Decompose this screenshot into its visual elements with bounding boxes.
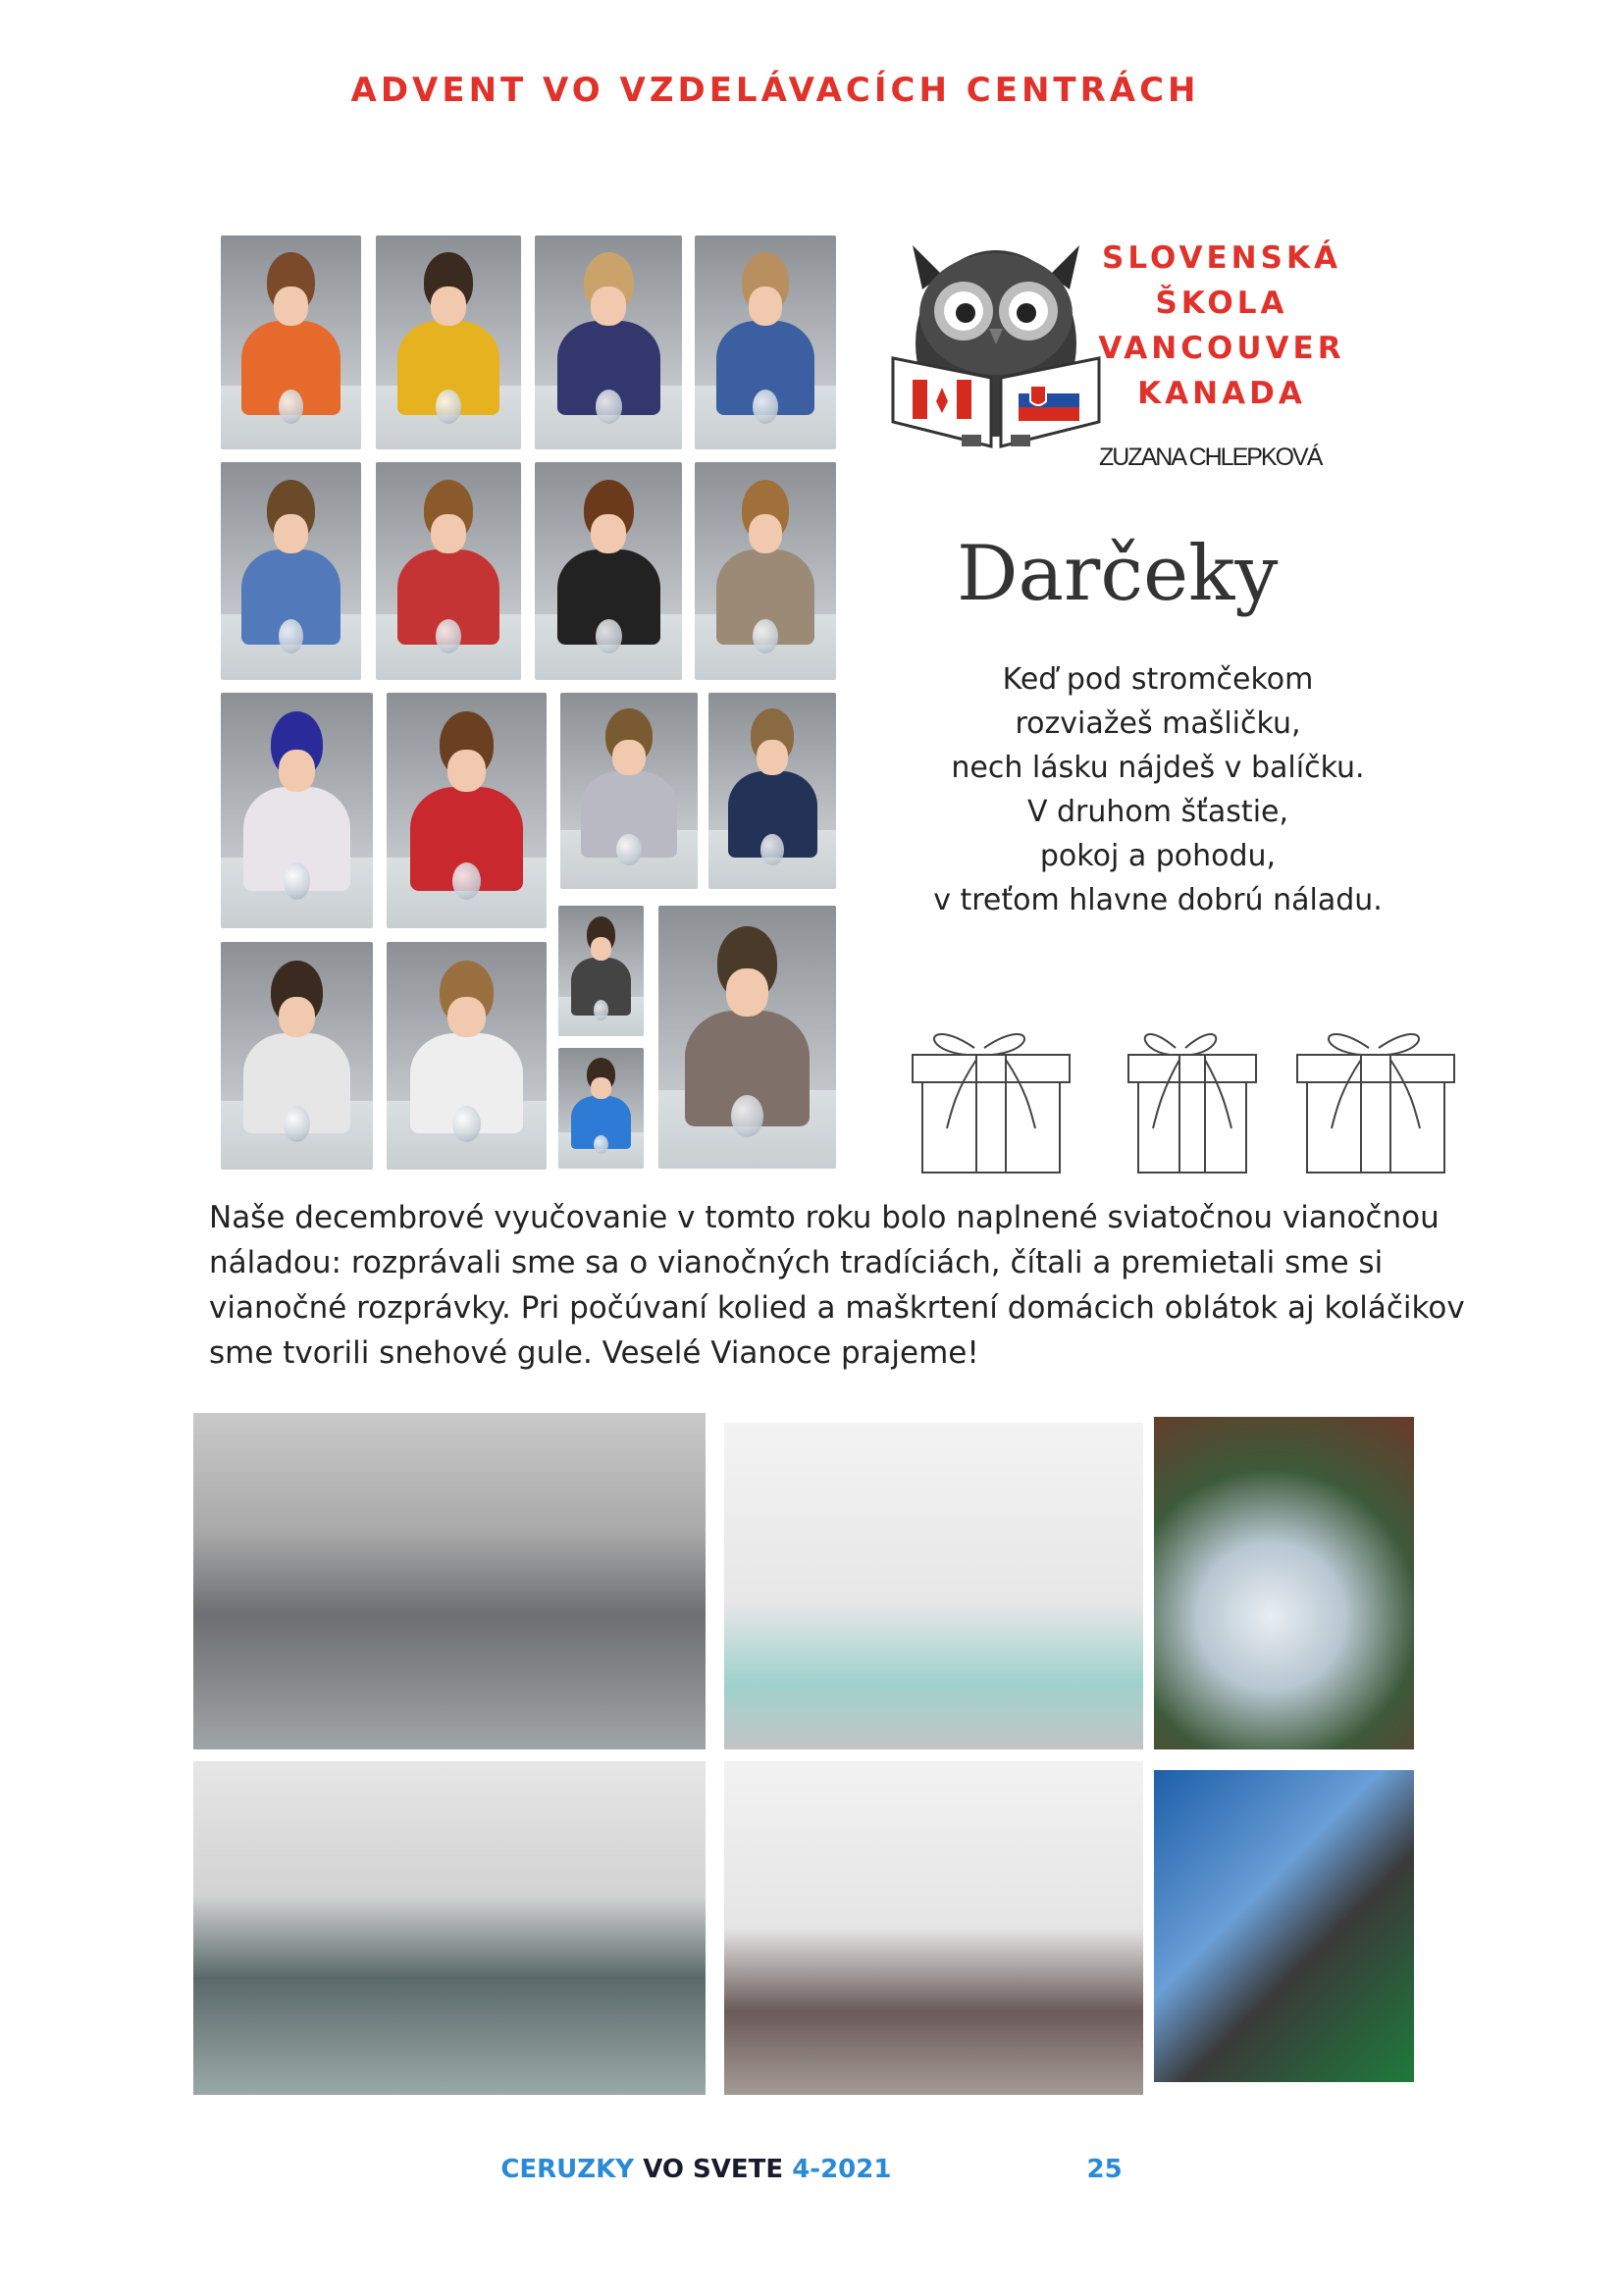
author-name: ZUZANA CHLEPKOVÁ <box>1099 444 1322 471</box>
event-photo <box>724 1761 1143 2095</box>
collage-photo <box>221 235 361 449</box>
collage-photo <box>658 906 836 1169</box>
collage-photo <box>560 693 698 889</box>
school-line: KANADA <box>1137 376 1306 411</box>
footer-issue: 4-2021 <box>792 2155 892 2184</box>
poem-line: V druhom šťastie, <box>1026 795 1289 829</box>
gift-boxes <box>908 1011 1467 1177</box>
article-text: Naše decembrové vyučovanie v tomto roku bolo naplnené sviatočnou vianočnou náladou: rozprávali sme sa o vianočných tradíciách, čítali a premietali sme si vianočné rozprávky. Pri počúvaní kolied a maškrtení domácich oblátok aj koláčikov sme tvorili snehové gule. Veselé Vianoce prajeme! <box>209 1200 1465 1371</box>
poem-line: Keď pod stromčekom <box>1002 662 1314 697</box>
collage-photo <box>376 235 521 449</box>
school-line: SLOVENSKÁ <box>1102 240 1341 276</box>
collage-photo <box>221 693 373 928</box>
collage-photo <box>708 693 836 889</box>
gift-box-outline-icon <box>913 1034 1070 1173</box>
poem-line: v treťom hlavne dobrú náladu. <box>933 883 1383 917</box>
page-header-title: ADVENT VO VZDELÁVACÍCH CENTRÁCH <box>350 71 1200 110</box>
collage-photo <box>558 906 644 1036</box>
collage-photo <box>695 235 836 449</box>
gift-box-outline-icon <box>1128 1034 1256 1173</box>
school-line: ŠKOLA <box>1155 286 1288 321</box>
event-photo <box>1154 1770 1414 2082</box>
collage-photo <box>221 462 361 680</box>
collage-photo <box>387 693 547 928</box>
collage-photo <box>558 1048 644 1169</box>
collage-photo <box>387 942 547 1170</box>
page-number: 25 <box>1086 2155 1123 2184</box>
school-name <box>1060 235 1384 416</box>
school-line: VANCOUVER <box>1098 331 1345 366</box>
collage-photo <box>376 462 521 680</box>
poem-line: rozviažeš mašličku, <box>1015 706 1301 741</box>
footer-brand-part2: VO SVETE <box>643 2155 784 2184</box>
collage-photo <box>535 462 682 680</box>
collage-photo <box>535 235 682 449</box>
collage-photo <box>221 942 373 1170</box>
event-photo <box>193 1413 706 1749</box>
event-photo <box>193 1761 706 2095</box>
gift-box-outline-icon <box>1297 1034 1454 1173</box>
poem-text <box>903 657 1413 922</box>
footer-brand-part1: CERUZKY <box>500 2155 635 2184</box>
poem-line: nech lásku nájdeš v balíčku. <box>951 751 1365 785</box>
event-photo <box>724 1423 1143 1749</box>
poem-line: pokoj a pohodu, <box>1039 839 1277 873</box>
page-footer <box>0 2155 1623 2184</box>
poem-title: Darčeky <box>957 530 1279 618</box>
event-photo <box>1154 1417 1414 1749</box>
collage-photo <box>695 462 836 680</box>
